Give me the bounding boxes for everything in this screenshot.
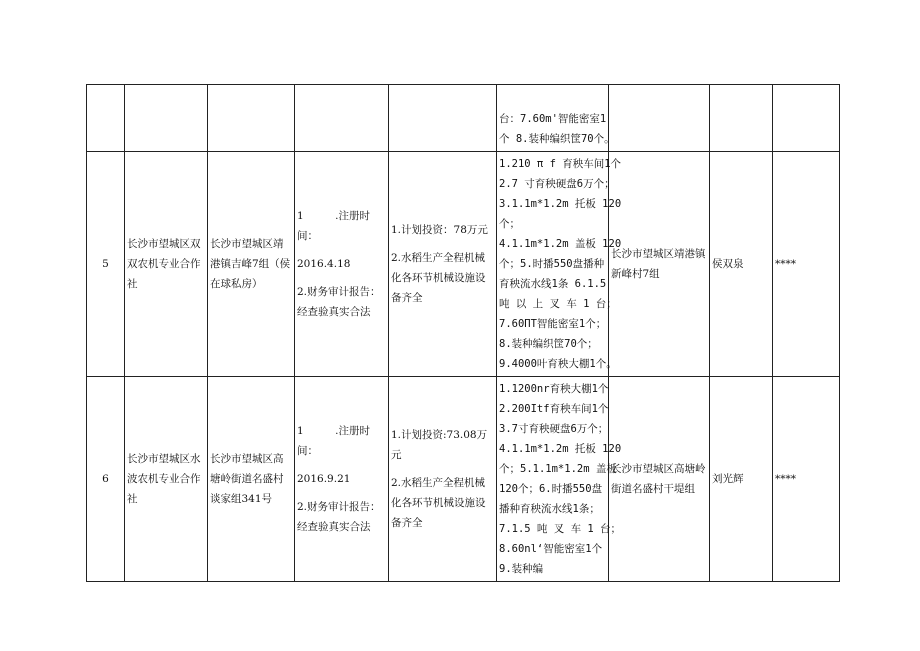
content-line: 个 8.装种编织筐70个。: [499, 133, 615, 145]
row-number-cell: [87, 85, 125, 152]
table-row: [87, 85, 840, 152]
contact-person-cell: 侯双泉: [710, 152, 773, 377]
location-cell: 长沙市望城区高塘岭街道名盛村干堤组: [609, 377, 710, 582]
content-line: 9.4000叶育秧大棚1个。: [499, 358, 617, 370]
location-cell: 长沙市望城区靖港镇新峰村7组: [609, 152, 710, 377]
table-row: [87, 152, 840, 377]
phone-cell: ****: [773, 152, 840, 377]
registration-info-cell: [295, 85, 389, 152]
contact-person-cell: 刘光辉: [710, 377, 773, 582]
content-line: 8.60nl‘智能密室1个: [499, 543, 603, 555]
content-line: 9.装种编: [499, 563, 544, 575]
reg-line: 2016.4.18: [297, 258, 351, 270]
content-line: 个；: [499, 218, 520, 230]
content-line: 1.210 π f 育秧车间1个: [499, 158, 622, 170]
plan-line: 2.水稻生产全程机械化各环节机械设施设备齐全: [391, 252, 486, 304]
registration-info-cell: [295, 377, 389, 582]
equipment-content-cell: [497, 152, 622, 377]
investment-plan-cell: [389, 152, 497, 377]
plan-line: 1.计划投资：78万元: [391, 224, 488, 236]
content-line: 1.1200nr育秧大棚1个: [499, 383, 609, 395]
content-line: 播种育秧流水线1条；: [499, 503, 600, 515]
content-line: 个；5.1.1m*1.2m 盖板: [499, 463, 617, 475]
address-cell: 长沙市望城区高塘岭街道名盛村谈家组341号: [208, 377, 295, 582]
content-line: 7.1.5 吨 叉 车 1 台；: [499, 523, 622, 535]
row-number-cell: 5: [87, 152, 125, 377]
equipment-content-cell: [497, 85, 615, 152]
table-row: [87, 377, 840, 582]
organization-name-cell: 长沙市望城区双双农机专业合作社: [125, 152, 208, 377]
row-number-cell: 6: [87, 377, 125, 582]
content-line: 120个；6.时播550盘: [499, 483, 603, 495]
location-cell: [609, 85, 710, 152]
organization-name-cell: [125, 85, 208, 152]
address-cell: [208, 85, 295, 152]
reg-line: 2.财务审计报告：经查验真实合法: [297, 501, 381, 533]
content-line: 育秧流水线1条 6.1.5: [499, 278, 607, 290]
registration-info-cell: [295, 152, 389, 377]
plan-line: 2.水稻生产全程机械化各环节机械设施设备齐全: [391, 477, 486, 529]
content-line: 台：7.60m'智能密室1: [499, 113, 607, 125]
investment-plan-cell: [389, 377, 497, 582]
phone-cell: ****: [773, 377, 840, 582]
contact-person-cell: [710, 85, 773, 152]
plan-line: 1.计划投资:73.08万元: [391, 429, 488, 461]
content-line: 3.7寸育秧硬盘6万个；: [499, 423, 609, 435]
organization-name-cell: 长沙市望城区水波农机专业合作社: [125, 377, 208, 582]
content-line: 4.1.1m*1.2m 托板 120: [499, 443, 622, 455]
reg-line: 2.财务审计报告：经查验真实合法: [297, 286, 381, 318]
cooperative-table: [86, 84, 840, 582]
reg-line: 1 .注册时间：: [297, 210, 371, 242]
address-cell: 长沙市望城区靖港镇吉峰7组（侯在球私房）: [208, 152, 295, 377]
reg-line: 2016.9.21: [297, 473, 351, 485]
content-line: 2.200Itf育秧车间1个: [499, 403, 609, 415]
content-line: 个；5.时播550盘播种: [499, 258, 605, 270]
content-line: 8.装种编织筐70个；: [499, 338, 598, 350]
equipment-content-cell: [497, 377, 622, 582]
reg-line: 1 .注册时间：: [297, 425, 371, 457]
phone-cell: [773, 85, 840, 152]
content-line: 3.1.1m*1.2m 托板 120: [499, 198, 622, 210]
content-line: 2.7 寸育秧硬盘6万个；: [499, 178, 615, 190]
content-line: 4.1.1m*1.2m 盖板 120: [499, 238, 622, 250]
content-line: 7.60ΠT智能密室1个；: [499, 318, 607, 330]
content-line: 吨 以 上 叉 车 1 台；: [499, 298, 617, 310]
investment-plan-cell: [389, 85, 497, 152]
